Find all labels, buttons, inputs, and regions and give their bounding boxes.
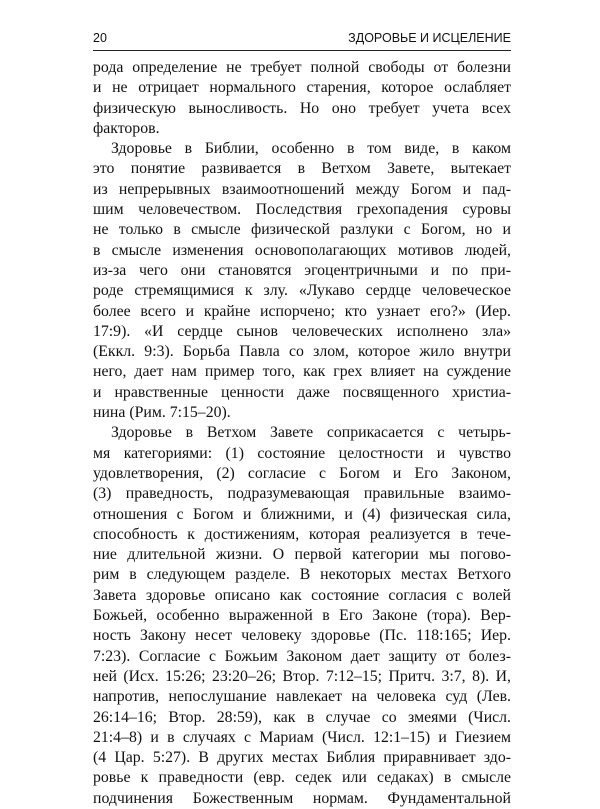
text-line: Завета здоровье описано как состояние согласия с волей <box>93 586 511 604</box>
text-line: и нравственные ценности даже посвященного христиа- <box>93 383 511 401</box>
text-line: 21:4–8) и в случаях с Мариам (Числ. 12:1–15) и Гиезием <box>93 728 511 746</box>
text-line: ние длительной жизни. О первой категории мы погово- <box>93 546 511 564</box>
text-line: факторов. <box>93 119 160 137</box>
text-line: из непрерывных взаимоотношений между Богом и пад- <box>93 180 511 198</box>
text-line: способность к достижениям, которая реализуется в тече- <box>93 525 511 543</box>
text-line: это понятие развивается в Ветхом Завете, вытекает <box>93 160 511 178</box>
text-line: (3) праведность, подразумевающая правильные взаимо- <box>93 485 511 503</box>
text-line: удовлетворения, (2) согласие с Богом и Его Законом, <box>93 464 511 482</box>
text-line: и не отрицает нормального старения, которое ослабляет <box>93 79 511 97</box>
running-title: ЗДОРОВЬЕ И ИСЦЕЛЕНИЕ <box>348 31 511 45</box>
text-line: 17:9). «И сердце сынов человеческих исполнено зла» <box>93 322 511 340</box>
text-line: шим человечеством. Последствия грехопадения суровы <box>93 201 511 219</box>
text-line: него, дает нам пример того, как грех влияет на суждение <box>93 363 511 381</box>
text-line: рим в следующем разделе. В некоторых местах Ветхого <box>93 566 511 584</box>
text-line: (Еккл. 9:3). Борьба Павла со злом, которое жило внутри <box>93 343 511 361</box>
text-line: более всего и крайне испорчено; кто узнает его?» (Иер. <box>93 302 511 320</box>
text-line: Божьей, особенно выраженной в Его Законе (тора). Вер- <box>93 607 511 625</box>
text-line: роде стремящимися к злу. «Лукаво сердце человеческое <box>93 282 511 300</box>
text-line: Здоровье в Библии, особенно в том виде, в каком <box>111 140 511 158</box>
running-head <box>93 30 511 51</box>
text-line: рода определение не требует полной свободы от болезни <box>93 59 511 76</box>
text-line: (4 Цар. 5:27). В других местах Библия приравнивает здо- <box>93 749 511 767</box>
text-line: нина (Рим. 7:15–20). <box>93 404 231 422</box>
page-number: 20 <box>93 31 107 45</box>
text-line: 7:23). Согласие с Божьим Законом дает защиту от болез- <box>93 647 511 665</box>
text-line: напротив, непослушание навлекает на человека суд (Лев. <box>93 688 511 706</box>
text-line: из-за чего они становятся эгоцентричными и по при- <box>93 261 511 279</box>
text-line: мя категориями: (1) состояние целостности и чувство <box>93 444 511 462</box>
text-line: Здоровье в Ветхом Завете соприкасается с четырь- <box>111 424 511 442</box>
text-line: ней (Исх. 15:26; 23:20–26; Втор. 7:12–15; Притч. 3:7, 8). И, <box>93 667 511 685</box>
text-line: 26:14–16; Втор. 28:59), как в случае со змеями (Числ. <box>93 708 511 726</box>
text-line: отношения с Богом и ближними, и (4) физическая сила, <box>93 505 511 523</box>
text-line: ровье к праведности (евр. седек или седаках) в смысле <box>93 769 511 787</box>
text-line: ность Закону несет человеку здоровье (Пс. 118:165; Иер. <box>93 627 511 645</box>
text-line: физическую выносливость. Но оно требует учета всех <box>93 99 511 117</box>
text-line: не только в смысле физической разлуки с Богом, но и <box>93 221 511 239</box>
text-line: в смысле изменения основополагающих мотивов людей, <box>93 241 511 259</box>
body-text <box>93 58 511 809</box>
text-line: подчинения Божественным нормам. Фундаментальной <box>93 789 511 807</box>
